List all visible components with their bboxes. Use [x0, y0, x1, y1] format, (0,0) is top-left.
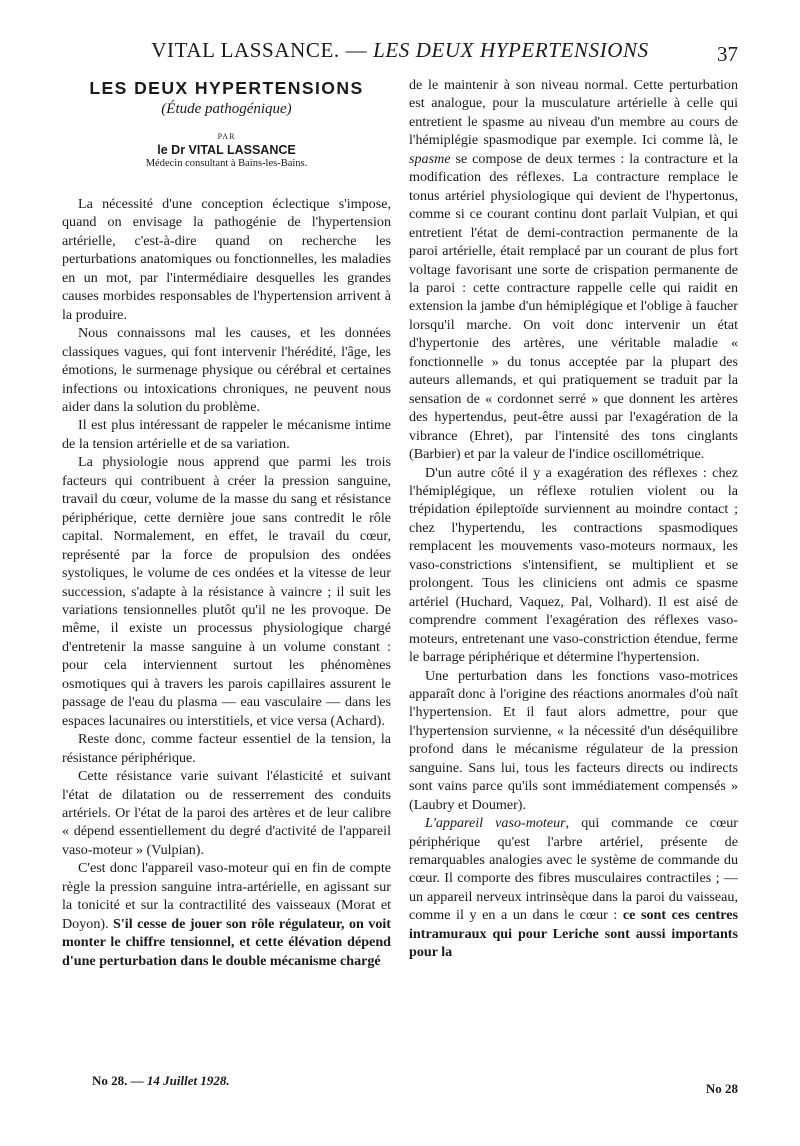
- left-column: [62, 76, 391, 970]
- left-paragraph-7: [62, 859, 391, 970]
- right-paragraph-4-bold: ce sont ces centres intramuraux qui pour Leriche sont aussi importants pour la: [409, 907, 738, 961]
- right-paragraph-1-rest: se compose de deux termes : la contracture et la modification des réflexes. La contracture remplace le tonus artériel physiologique qui devient de l'hypertonus, comme si ce courant continu dont parlait Vulpian, et qui entretient l'état de demi-contraction permanente de la paroi artérielle, était remplacé par un courant de plus fort voltage favorisant une sorte de crispation permanente de la paroi : cette contracture rappelle celle qui raidit en extension la jambe d'un hémiplégique et l'oblige à faucher lorsqu'il marche. On voit donc intervenir un état d'hypertonie des artères, une véritable maladie « fonctionnelle » du tonus acceptée par la plupart des auteurs allemands, et qui pratiquement se traduit par la sensation de « cordonnet serré » que donnent les artères des hypertendus, peut-être aussi par l'exagération de la vibrance (Ehret), par l'intensité des tons cinglants (Barbier) et par la valeur de l'indice oscillométrique.: [409, 150, 738, 463]
- page-number: 37: [717, 42, 738, 66]
- issue-info: [92, 1073, 230, 1089]
- right-paragraph-4: [409, 814, 738, 962]
- vaso-moteur-term: L'appareil vaso-moteur: [425, 815, 566, 832]
- left-paragraph-1: La nécessité d'une conception éclectique s'impose, quand on envisage la pathogénie de l'hypertension artérielle, c'est-à-dire quand on recherche les perturbations anatomiques ou fonctionnelles, les maladies en un mot, par l'intermédiaire desquelles les grandes causes morbides responsables de l'hypertension arrivent à la produire.: [62, 196, 391, 323]
- left-paragraph-4: La physiologie nous apprend que parmi les trois facteurs qui contribuent à créer la pression sanguine, travail du cœur, volume de la masse du sang et résistance périphérique, cette dernière joue sans contredit le rôle capital. Normalement, en effet, le travail du cœur, représenté par la force de propulsion des ondées systoliques, le volume de ces ondées et la vitesse de leur succession, s'adapte à la résistance à vaincre ; il suit les variations tensionnelles plutôt qu'il ne les provoque. De même, il existe un processus physiologique chargé d'entretenir la masse sanguine à un volume constant : pour cela interviennent surtout les phénomènes osmotiques qui à travers les parois capillaires assurent le passage de l'eau du plasma — eau vasculaire — dans les espaces lacunaires ou interstitiels, et vice versa (Achard).: [62, 454, 391, 729]
- issue-number: No 28. —: [92, 1073, 147, 1088]
- article-body: [62, 76, 738, 970]
- spasme-term: spasme: [409, 150, 451, 167]
- left-paragraph-5: Reste donc, comme facteur essentiel de la tension, la résistance périphérique.: [62, 731, 391, 766]
- byline-par: PAR: [217, 132, 236, 141]
- running-head-article: LES DEUX HYPERTENSIONS: [373, 38, 649, 62]
- right-column: [409, 76, 738, 970]
- issue-date: 14 Juillet 1928.: [146, 1073, 230, 1088]
- article-subtitle: (Étude pathogénique): [161, 101, 292, 117]
- left-paragraph-3: Il est plus intéressant de rappeler le mécanisme intime de la tension artérielle et de sa variation.: [62, 417, 391, 452]
- right-paragraph-1-start: de le maintenir à son niveau normal. Cette perturbation est analogue, pour la musculature artérielle à celle qui entretient le spasme au niveau d'un membre au cours de l'hémiplégie spasmodique par exemple. Ici comme là, le: [409, 77, 738, 149]
- author-affiliation: Médecin consultant à Bains-les-Bains.: [145, 158, 308, 169]
- right-paragraph-1: [409, 76, 738, 464]
- left-paragraph-7-bold: S'il cesse de jouer son rôle régulateur, on voit monter le chiffre tensionnel, et cette élévation dépend d'une perturbation dans le double mécanisme chargé: [62, 915, 392, 969]
- article-title: LES DEUX HYPERTENSIONS: [89, 78, 364, 98]
- running-head-title: [0, 38, 800, 63]
- left-paragraph-6: Cette résistance varie suivant l'élasticité et suivant l'état de dilatation ou de resserrement des conduits artériels. Or l'état de la paroi des artères et de leur calibre « dépend essentiellement du degré d'activité de l'appareil vaso-moteur » (Vulpian).: [62, 768, 391, 858]
- article-author: le Dr VITAL LASSANCE: [157, 143, 296, 157]
- running-head-author: VITAL LASSANCE. —: [151, 38, 374, 62]
- right-paragraph-2: D'un autre côté il y a exagération des réflexes : chez l'hémiplégique, un réflexe rotulien violent ou la trépidation épileptoïde surviennent au moindre contact ; chez l'hypertendu, les contractions spasmodiques remplacent les mouvements vaso-moteurs normaux, les vaso-constrictions s'intensifient, se multiplient et se prolongent. Tous les cliniciens ont admis ce spasme artériel (Huchard, Vaquez, Pal, Volhard). Il est aisé de comprendre comment l'exagération des réflexes vaso-moteurs, entretenant une vaso-constriction étendue, ferme le barrage périphérique et détermine l'hypertension.: [409, 464, 738, 666]
- issue-number-right: No 28: [705, 1081, 738, 1096]
- left-paragraph-2: Nous connaissons mal les causes, et les données classiques vagues, qui font intervenir l'hérédité, l'âge, les émotions, le surmenage physique ou cérébral et certaines infections ou intoxications chroniques, ne peuvent nous aider dans la solution du problème.: [62, 325, 391, 415]
- running-head: [0, 38, 800, 72]
- left-paragraph-7-regular: C'est donc l'appareil vaso-moteur qui en fin de compte règle la pression sanguine intra-artérielle, en agissant sur la tonicité et sur la contractilité des vaisseaux (Morat et Doyon).: [62, 860, 391, 932]
- page-footer: [62, 1073, 738, 1096]
- right-paragraph-3: Une perturbation dans les fonctions vaso-motrices apparaît donc à l'origine des réactions anormales d'où naît l'hypertension. Et il faut alors admettre, pour que l'hypertension survienne, « la nécessité d'un déséquilibre profond dans le mécanisme régulateur de la pression sanguine. Sans lui, tous les facteurs directs ou indirects sont vains parce qu'ils sont immédiatement compensés » (Laubry et Doumer).: [409, 667, 738, 813]
- right-paragraph-4-regular: , qui commande ce cœur périphérique qu'est l'arbre artériel, présente de remarquables analogies avec le système de commande du cœur. Il comporte des fibres musculaires contractiles ; — un appareil nerveux intrinsèque dans la paroi du vaisseau, comme il y en a un dans le cœur :: [409, 815, 738, 924]
